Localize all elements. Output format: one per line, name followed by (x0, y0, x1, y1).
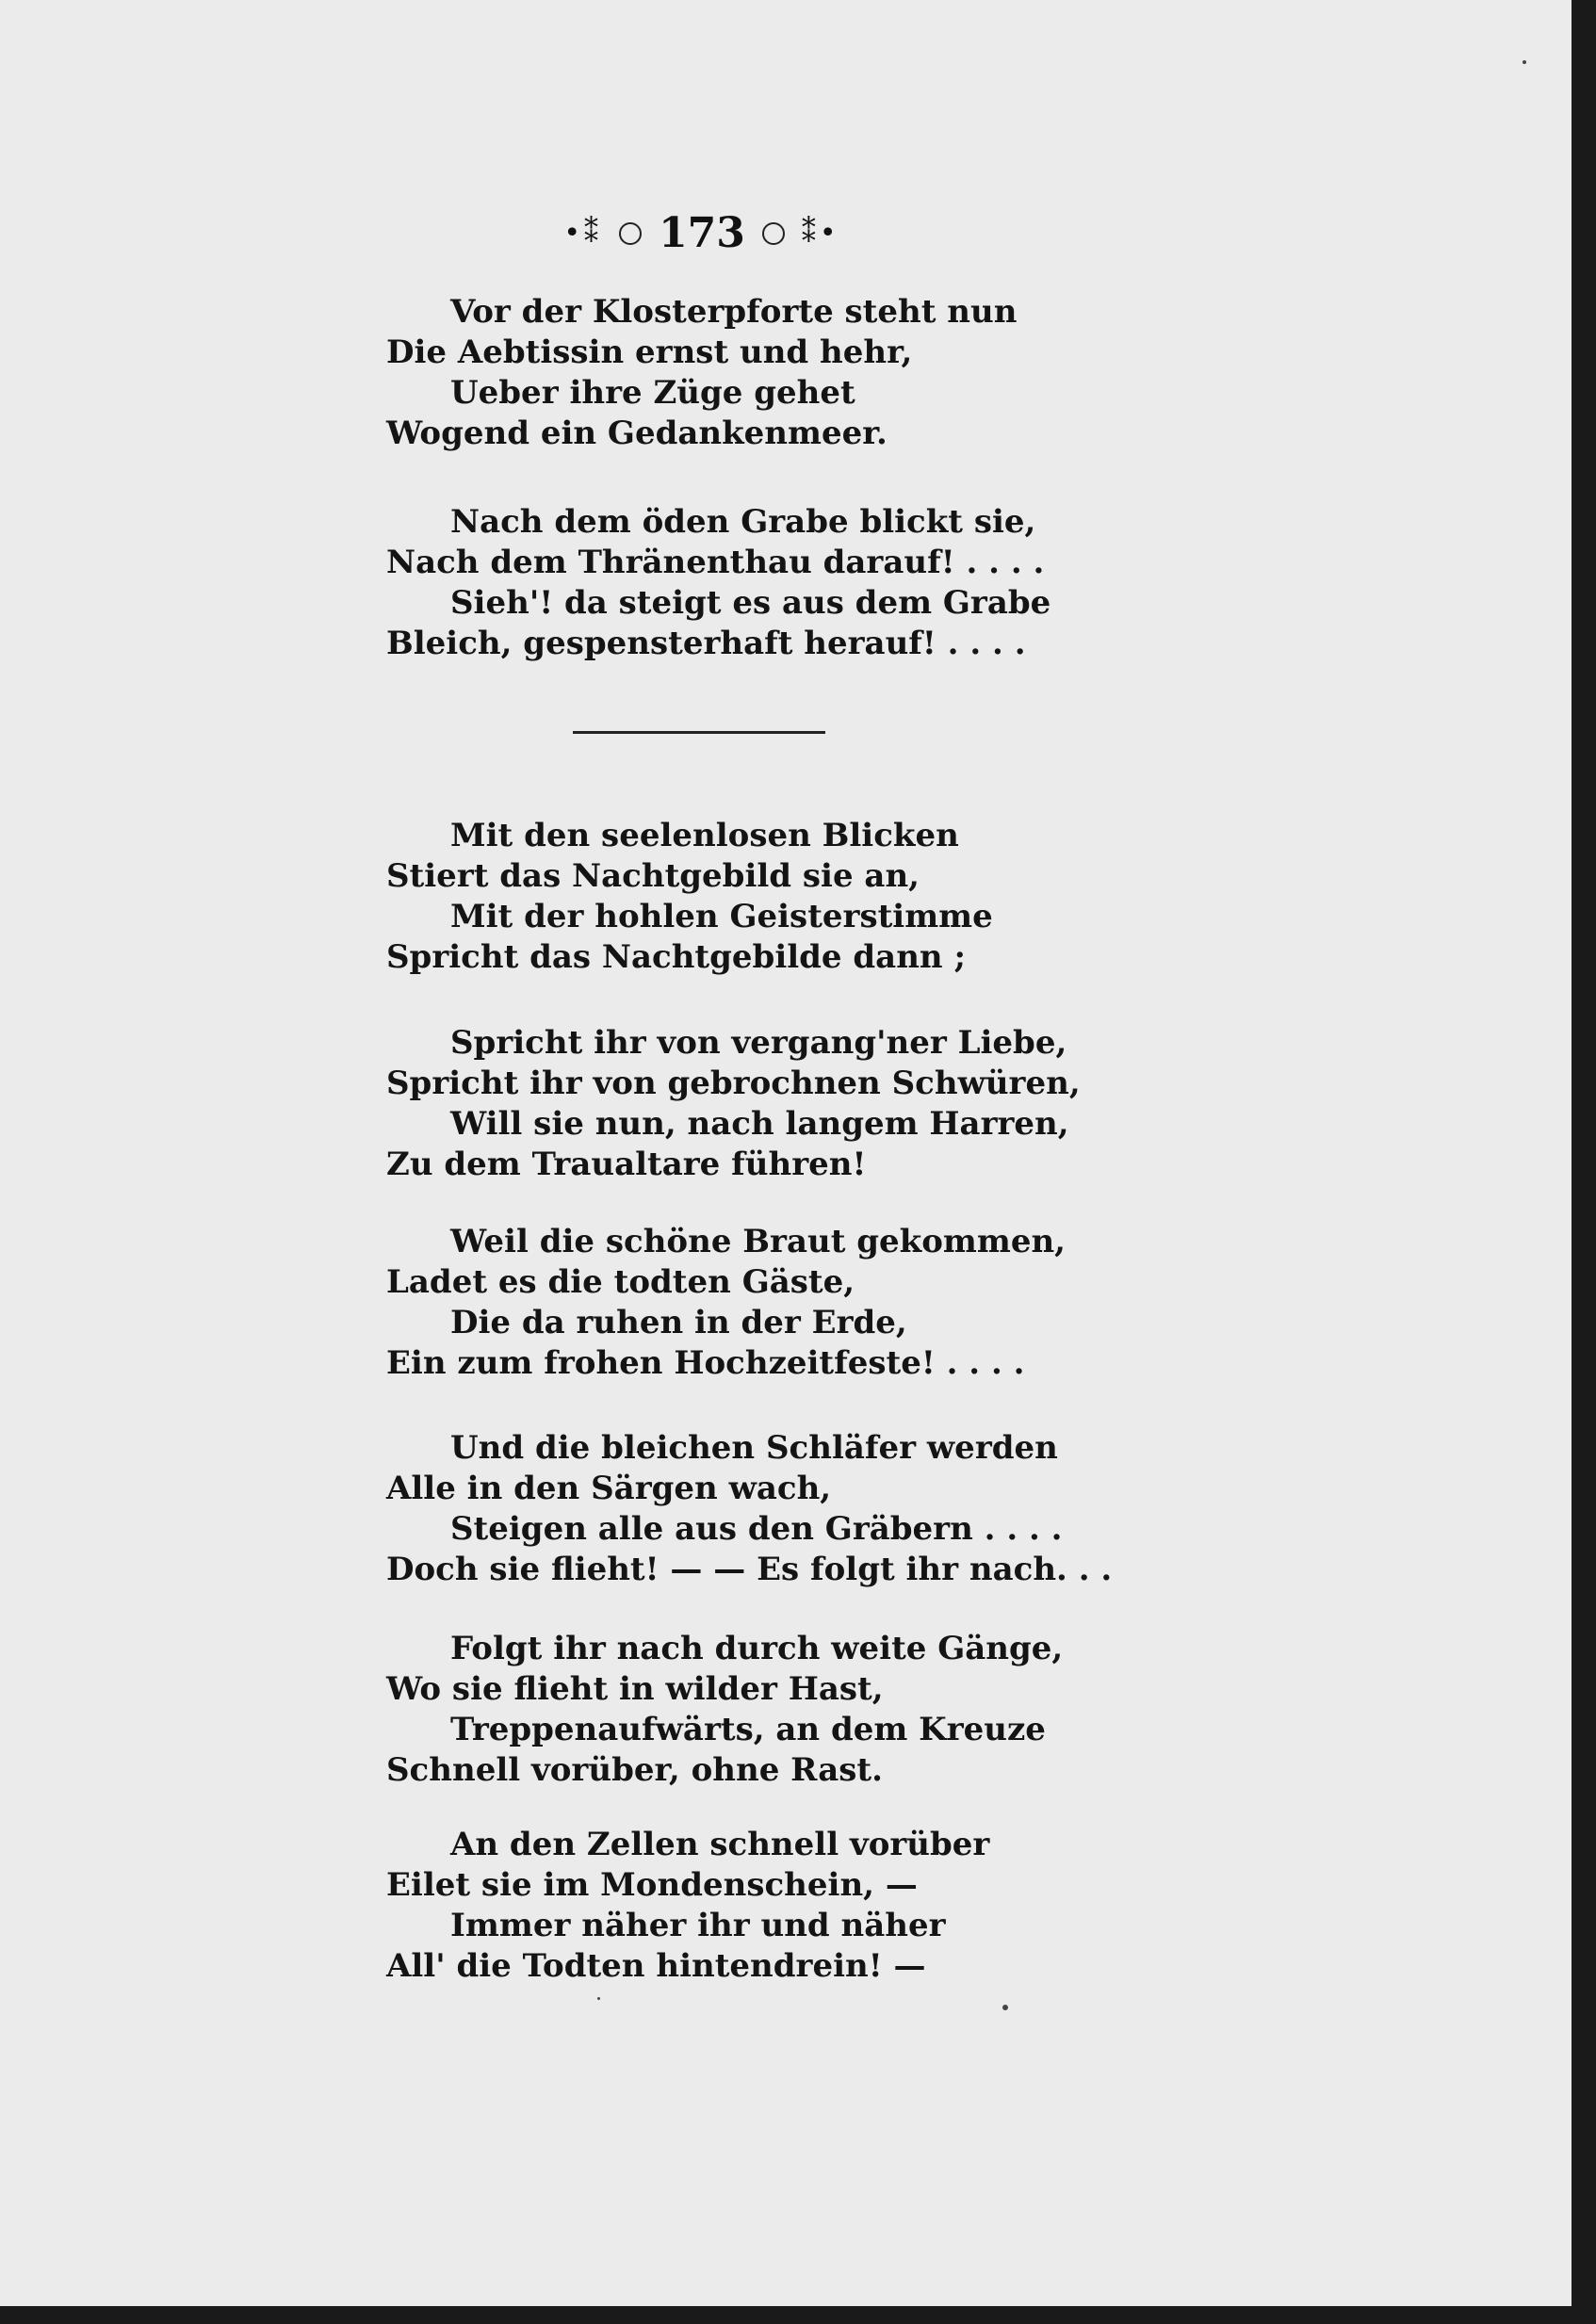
poem-line: Steigen alle aus den Gräbern . . . . (450, 1510, 1063, 1548)
section-divider (573, 731, 825, 734)
poem-line: Spricht das Nachtgebilde dann ; (386, 938, 967, 976)
poem-line: Alle in den Särgen wach, (386, 1470, 832, 1507)
circle-ornament-icon (762, 222, 785, 245)
poem-line: Eilet sie im Mondenschein, — (386, 1866, 918, 1904)
poem-line: Mit der hohlen Geisterstimme (450, 898, 993, 935)
poem-line: Treppenaufwärts, an dem Kreuze (450, 1711, 1046, 1748)
poem-line: All' die Todten hintendrein! — (386, 1947, 926, 1985)
ornament-left-icon: •⁑ (563, 217, 603, 250)
poem-line: Spricht ihr von gebrochnen Schwüren, (386, 1064, 1081, 1102)
stanza (386, 1629, 1102, 1791)
stanza (386, 292, 1102, 454)
poem-line: Und die bleichen Schläfer werden (450, 1429, 1058, 1467)
poem-line: Schnell vorüber, ohne Rast. (386, 1751, 883, 1789)
poem-line: Ein zum frohen Hochzeitfeste! . . . . (386, 1344, 1025, 1382)
stanza (386, 1428, 1113, 1590)
poem-line: Stiert das Nachtgebild sie an, (386, 857, 920, 895)
poem-line: Die da ruhen in der Erde, (450, 1304, 907, 1341)
poem-line: Vor der Klosterpforte steht nun (450, 293, 1018, 331)
poem-line: Nach dem öden Grabe blickt sie, (450, 503, 1036, 541)
poem-line: Spricht ihr von vergang'ner Liebe, (450, 1024, 1067, 1062)
print-speck (1002, 2005, 1008, 2010)
poem-line: Zu dem Traualtare führen! (386, 1146, 867, 1183)
page-number: 173 (659, 209, 745, 257)
poem-line: Wogend ein Gedankenmeer. (386, 414, 888, 452)
poem-line: Bleich, gespensterhaft herauf! . . . . (386, 625, 1026, 662)
poem-line: Sieh'! da steigt es aus dem Grabe (450, 584, 1051, 622)
stanza (386, 1023, 1102, 1185)
poem-line: Mit den seelenlosen Blicken (450, 817, 959, 854)
poem-line: Weil die schöne Braut gekommen, (450, 1223, 1067, 1260)
circle-ornament-icon (619, 222, 642, 245)
print-speck (1523, 60, 1526, 64)
poem-line: Die Aebtissin ernst und hehr, (386, 333, 913, 371)
poem-line: Wo sie flieht in wilder Hast, (386, 1670, 884, 1708)
poem-line: Immer näher ihr und näher (450, 1907, 946, 1944)
ornament-right-icon: ⁑• (801, 217, 840, 250)
poem-line: Folgt ihr nach durch weite Gänge, (450, 1630, 1064, 1667)
stanza (386, 1825, 1102, 1987)
poem-line: Ladet es die todten Gäste, (386, 1263, 855, 1301)
poem-line: Will sie nun, nach langem Harren, (450, 1105, 1069, 1143)
page-header (542, 209, 862, 257)
poem-line: Doch sie flieht! — — Es folgt ihr nach. . . (386, 1551, 1113, 1588)
poem-line: Ueber ihre Züge gehet (450, 374, 855, 412)
stanza (386, 1222, 1102, 1384)
print-speck (597, 1997, 600, 2000)
stanza (386, 816, 1102, 978)
poem-line: An den Zellen schnell vorüber (450, 1826, 990, 1863)
poem-line: Nach dem Thränenthau darauf! . . . . (386, 544, 1045, 581)
stanza (386, 502, 1102, 664)
